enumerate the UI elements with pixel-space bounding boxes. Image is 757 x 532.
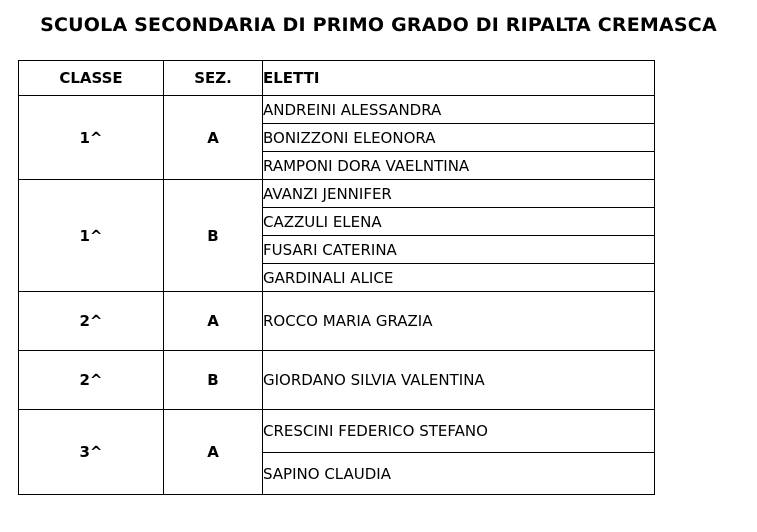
classe-cell: 2^ xyxy=(19,292,164,351)
eletto-cell: CRESCINI FEDERICO STEFANO xyxy=(263,410,655,453)
eletto-cell: GARDINALI ALICE xyxy=(263,264,655,292)
sez-cell: A xyxy=(164,410,263,495)
column-header-sez: SEZ. xyxy=(164,61,263,96)
eletto-cell: RAMPONI DORA VAELNTINA xyxy=(263,152,655,180)
table-header-row xyxy=(19,61,655,96)
eletto-cell: GIORDANO SILVIA VALENTINA xyxy=(263,351,655,410)
table-row xyxy=(19,410,655,453)
sez-cell: A xyxy=(164,292,263,351)
eletto-cell: FUSARI CATERINA xyxy=(263,236,655,264)
eletto-cell: BONIZZONI ELEONORA xyxy=(263,124,655,152)
table-row xyxy=(19,180,655,208)
eletto-cell: AVANZI JENNIFER xyxy=(263,180,655,208)
eletto-cell: ANDREINI ALESSANDRA xyxy=(263,96,655,124)
elected-students-table xyxy=(18,60,655,495)
classe-cell: 1^ xyxy=(19,180,164,292)
eletto-cell: CAZZULI ELENA xyxy=(263,208,655,236)
classe-cell: 2^ xyxy=(19,351,164,410)
page-title: SCUOLA SECONDARIA DI PRIMO GRADO DI RIPALTA CREMASCA xyxy=(40,14,717,36)
sez-cell: B xyxy=(164,180,263,292)
eletto-cell: ROCCO MARIA GRAZIA xyxy=(263,292,655,351)
sez-cell: B xyxy=(164,351,263,410)
classe-cell: 3^ xyxy=(19,410,164,495)
table-row xyxy=(19,351,655,410)
column-header-eletti: ELETTI xyxy=(263,61,655,96)
column-header-classe: CLASSE xyxy=(19,61,164,96)
table-row xyxy=(19,292,655,351)
classe-cell: 1^ xyxy=(19,96,164,180)
table-row xyxy=(19,96,655,124)
sez-cell: A xyxy=(164,96,263,180)
eletto-cell: SAPINO CLAUDIA xyxy=(263,453,655,495)
